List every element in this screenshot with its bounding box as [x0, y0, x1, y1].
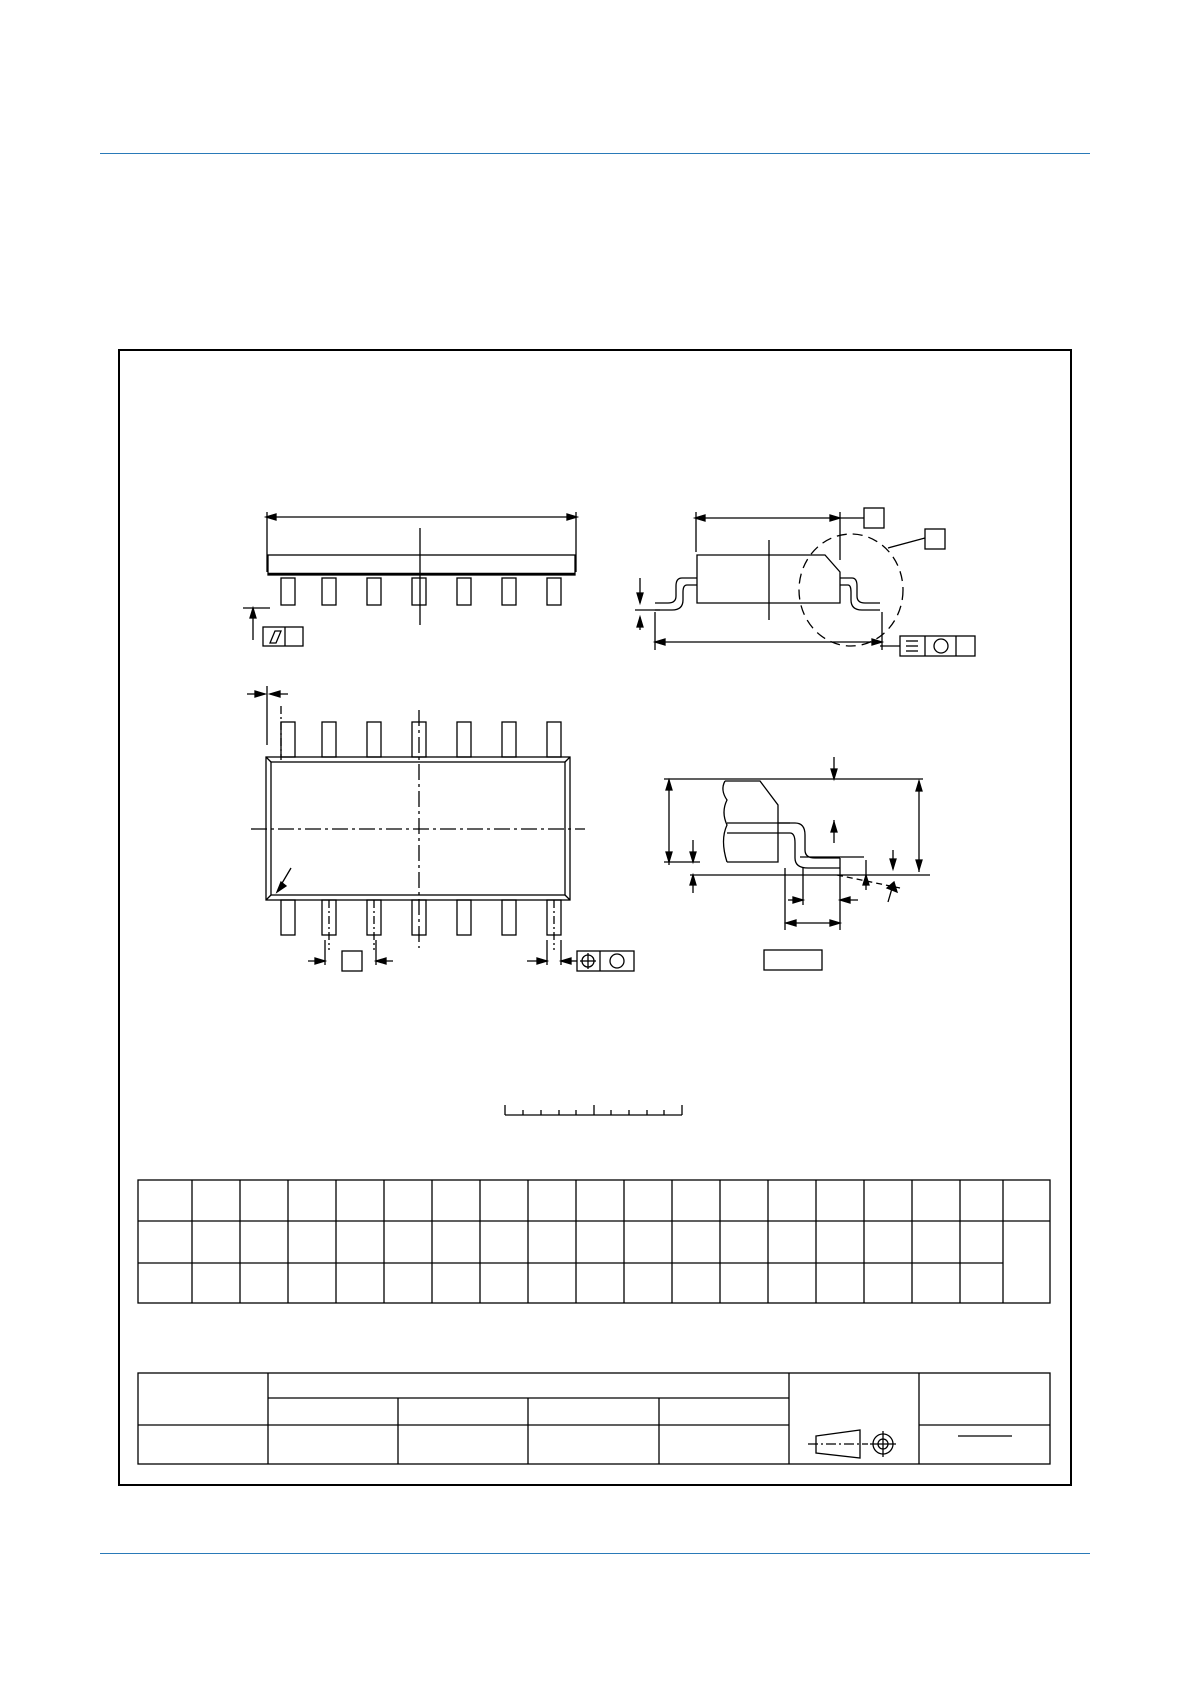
- end-view: [635, 508, 975, 656]
- side-view: [243, 512, 577, 646]
- lead-detail-view: [664, 757, 930, 970]
- projection-symbol: [808, 1430, 896, 1458]
- outline-version-table: [138, 1373, 1050, 1464]
- table-border: [138, 1180, 1050, 1303]
- top-view: [247, 686, 634, 971]
- dimension-table: [138, 1180, 1050, 1303]
- scale-bar: [505, 1105, 682, 1115]
